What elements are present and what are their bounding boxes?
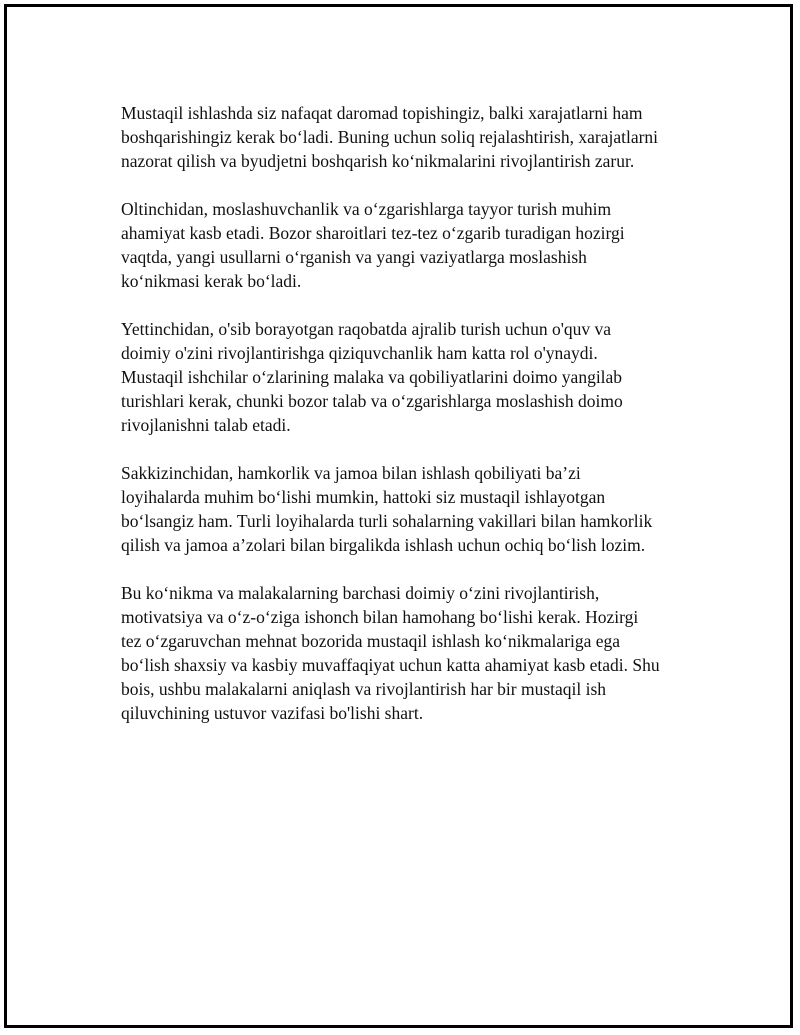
paragraph-line: Mustaqil ishchilar o‘zlarining malaka va qobiliyatlarini doimo yangilab [121, 367, 623, 387]
paragraph-line: qilish va jamoa a’zolari bilan birgalikda ishlash uchun ochiq bo‘lish lozim. [121, 535, 646, 555]
paragraph-line: qiluvchining ustuvor vazifasi bo'lishi shart. [121, 703, 424, 723]
paragraph-line: Oltinchidan, moslashuvchanlik va o‘zgarishlarga tayyor turish muhim [121, 199, 612, 219]
paragraph-line: Yettinchidan, o'sib borayotgan raqobatda ajralib turish uchun o'quv va [121, 319, 612, 339]
paragraph-line: bois, ushbu malakalarni aniqlash va rivojlantirish har bir mustaqil ish [121, 679, 607, 699]
paragraph-line: rivojlanishni talab etadi. [121, 415, 291, 435]
paragraph-line: bo‘lsangiz ham. Turli loyihalarda turli sohalarning vakillari bilan hamkorlik [121, 511, 653, 531]
paragraph-line: Mustaqil ishlashda siz nafaqat daromad topishingiz, balki xarajatlarni ham [121, 103, 643, 123]
paragraph-line: ahamiyat kasb etadi. Bozor sharoitlari tez-tez o‘zgarib turadigan hozirgi [121, 223, 625, 243]
paragraph-5 [121, 581, 701, 725]
paragraph-line: bo‘lish shaxsiy va kasbiy muvaffaqiyat uchun katta ahamiyat kasb etadi. Shu [121, 655, 660, 675]
paragraph-3 [121, 317, 701, 437]
paragraph-line: Bu ko‘nikma va malakalarning barchasi doimiy o‘zini rivojlantirish, [121, 583, 600, 603]
paragraph-line: turishlari kerak, chunki bozor talab va o‘zgarishlarga moslashish doimo [121, 391, 623, 411]
paragraph-line: loyihalarda muhim bo‘lishi mumkin, hattoki siz mustaqil ishlayotgan [121, 487, 606, 507]
paragraph-line: ko‘nikmasi kerak bo‘ladi. [121, 271, 302, 291]
paragraph-line: vaqtda, yangi usullarni o‘rganish va yangi vaziyatlarga moslashish [121, 247, 587, 267]
paragraph-line: doimiy o'zini rivojlantirishga qiziquvchanlik ham katta rol o'ynaydi. [121, 343, 598, 363]
document-body [121, 101, 701, 749]
paragraph-2 [121, 197, 701, 293]
paragraph-4 [121, 461, 701, 557]
paragraph-line: Sakkizinchidan, hamkorlik va jamoa bilan ishlash qobiliyati ba’zi [121, 463, 581, 483]
paragraph-1 [121, 101, 701, 173]
paragraph-line: nazorat qilish va byudjetni boshqarish ko‘nikmalarini rivojlantirish zarur. [121, 151, 635, 171]
paragraph-line: boshqarishingiz kerak bo‘ladi. Buning uchun soliq rejalashtirish, xarajatlarni [121, 127, 659, 147]
paragraph-line: motivatsiya va o‘z-o‘ziga ishonch bilan hamohang bo‘lishi kerak. Hozirgi [121, 607, 639, 627]
paragraph-line: tez o‘zgaruvchan mehnat bozorida mustaqil ishlash ko‘nikmalariga ega [121, 631, 621, 651]
document-page [4, 4, 793, 1028]
